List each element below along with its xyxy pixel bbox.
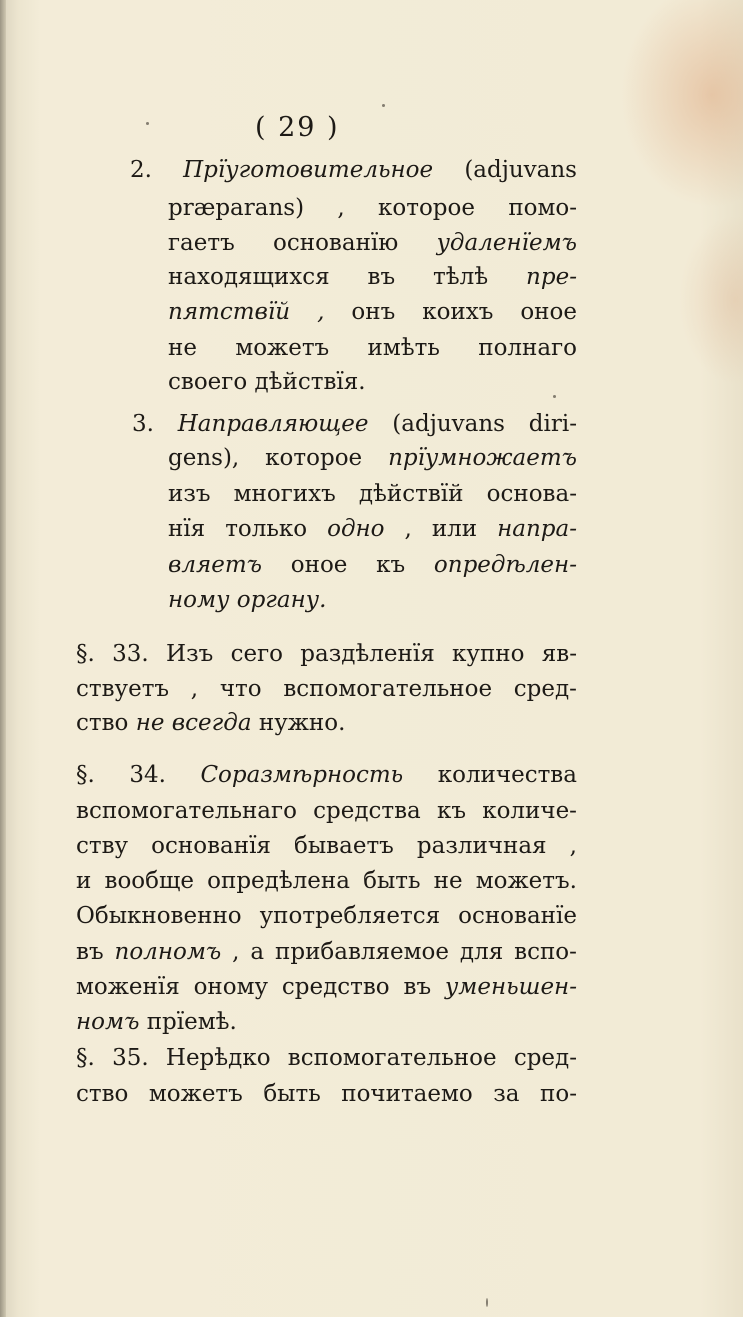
- word: §.: [76, 762, 95, 788]
- word: полнаго: [478, 335, 577, 361]
- text-line: [130, 155, 577, 185]
- word: ,: [337, 195, 345, 221]
- word: и: [76, 868, 92, 894]
- word: дѣйствïй: [358, 481, 464, 507]
- text-run: нужно.: [251, 710, 346, 736]
- word: опредѣлена: [207, 868, 350, 894]
- word: въ: [367, 264, 396, 290]
- word: оное: [290, 552, 348, 578]
- word: основа-: [486, 481, 577, 507]
- word: употребляется: [259, 903, 441, 929]
- page-binding-edge: [0, 0, 6, 1317]
- word: 33.: [112, 641, 149, 667]
- word: а: [250, 939, 265, 965]
- word: къ: [376, 552, 406, 578]
- text-line: [76, 1007, 237, 1037]
- word: основанïе: [458, 903, 577, 929]
- text-line: [76, 1043, 577, 1073]
- italic-word: опредѣлен-: [433, 552, 577, 578]
- text-run: ство: [76, 710, 136, 736]
- word: можетъ: [148, 1081, 243, 1107]
- word: тѣлѣ: [433, 264, 489, 290]
- word: нïя: [168, 516, 206, 542]
- italic-text: номъ: [76, 1009, 140, 1035]
- text-line: [168, 297, 577, 327]
- text-line: [168, 585, 326, 615]
- word: раздѣленïя: [300, 641, 435, 667]
- text-line: [168, 443, 577, 473]
- italic-word: полномъ: [114, 939, 222, 965]
- word: вспомогательнаго: [76, 798, 297, 824]
- word: Нерѣдко: [165, 1045, 271, 1071]
- word: за: [493, 1081, 520, 1107]
- word: быть: [263, 1081, 321, 1107]
- word: прибавляемое: [275, 939, 449, 965]
- italic-word: пре-: [526, 264, 577, 290]
- text-line: [168, 228, 577, 258]
- word: помо-: [508, 195, 577, 221]
- word: находящихся: [168, 264, 330, 290]
- ink-speck: [146, 122, 149, 125]
- word: оному: [193, 974, 269, 1000]
- italic-word: ,: [317, 299, 325, 325]
- word: въ: [76, 939, 104, 965]
- text-line: [168, 367, 366, 397]
- word: основанïю: [273, 230, 399, 256]
- text-line: [76, 831, 577, 861]
- word: вспомогательное: [287, 1045, 497, 1071]
- word: ,: [232, 939, 240, 965]
- word: или: [431, 516, 478, 542]
- word: 34.: [129, 762, 166, 788]
- word: (adjuvans: [392, 411, 505, 437]
- italic-word: уменьшен-: [444, 974, 577, 1000]
- italic-word: напра-: [497, 516, 577, 542]
- text-line: [168, 262, 577, 292]
- word: средство: [281, 974, 390, 1000]
- word: которое: [378, 195, 475, 221]
- word: что: [219, 676, 262, 702]
- text-run: прïемѣ.: [139, 1009, 237, 1035]
- word: сред-: [513, 676, 577, 702]
- word: можетъ.: [475, 868, 577, 894]
- italic-word: прïумножаетъ: [388, 445, 577, 471]
- text-run: своего дѣйствïя.: [168, 369, 366, 395]
- text-line: [76, 866, 577, 896]
- word: бываетъ: [294, 833, 394, 859]
- text-line: [76, 639, 577, 669]
- word: ство: [76, 1081, 129, 1107]
- text-line: [76, 674, 577, 704]
- ink-speck: [553, 395, 556, 398]
- word: моженïя: [76, 974, 180, 1000]
- word: diri-: [528, 411, 577, 437]
- word: 35.: [112, 1045, 149, 1071]
- text-line: [76, 972, 577, 1002]
- text-line: [76, 796, 577, 826]
- word: въ: [403, 974, 432, 1000]
- word: вспо-: [514, 939, 577, 965]
- word: ствуетъ: [76, 676, 170, 702]
- text-line: [168, 333, 577, 363]
- text-line: [76, 760, 577, 790]
- word: вспомогательное: [283, 676, 493, 702]
- italic-word: Соразмѣрность: [200, 762, 404, 788]
- italic-word: Направляющее: [177, 411, 369, 437]
- word: купно: [452, 641, 525, 667]
- word: не: [433, 868, 463, 894]
- italic-word: одно: [327, 516, 385, 542]
- word: можетъ: [235, 335, 330, 361]
- text-line: [76, 708, 345, 738]
- word: только: [225, 516, 308, 542]
- italic-text: ному органу.: [168, 587, 327, 613]
- word: (adjuvans: [464, 157, 577, 183]
- word: средства: [313, 798, 421, 824]
- italic-word: вляетъ: [168, 552, 263, 578]
- word: ,: [569, 833, 577, 859]
- word: имѣть: [367, 335, 440, 361]
- text-line: [168, 479, 577, 509]
- word: основанïя: [151, 833, 271, 859]
- word: яв-: [541, 641, 577, 667]
- ink-speck: [382, 104, 385, 107]
- text-line: [76, 901, 577, 931]
- word: коихъ: [422, 299, 494, 325]
- italic-word: Прïуготовительное: [183, 157, 434, 183]
- word: ,: [404, 516, 412, 542]
- text-line: [132, 409, 577, 439]
- word: 3.: [132, 411, 154, 437]
- page-number: ( 29 ): [255, 112, 340, 143]
- word: gens),: [168, 445, 240, 471]
- word: многихъ: [233, 481, 336, 507]
- word: по-: [540, 1081, 577, 1107]
- word: гаетъ: [168, 230, 235, 256]
- word: сего: [230, 641, 283, 667]
- word: быть: [363, 868, 421, 894]
- ink-speck: [486, 1298, 488, 1307]
- word: оное: [520, 299, 577, 325]
- italic-text: не всегда: [135, 710, 252, 736]
- italic-word: пятствïй: [168, 299, 291, 325]
- text-line: [76, 1079, 577, 1109]
- word: почитаемо: [341, 1081, 473, 1107]
- word: изъ: [168, 481, 211, 507]
- text-line: [76, 937, 577, 967]
- word: количе-: [482, 798, 577, 824]
- italic-word: удаленïемъ: [436, 230, 577, 256]
- word: вообще: [104, 868, 194, 894]
- word: ству: [76, 833, 129, 859]
- word: для: [459, 939, 504, 965]
- word: сред-: [513, 1045, 577, 1071]
- word: Обыкновенно: [76, 903, 242, 929]
- word: §.: [76, 1045, 95, 1071]
- text-line: [168, 514, 577, 544]
- word: ,: [190, 676, 199, 702]
- word: §.: [76, 641, 95, 667]
- text-line: [168, 193, 577, 223]
- word: количества: [437, 762, 577, 788]
- word: præparans): [168, 195, 305, 221]
- word: онъ: [351, 299, 396, 325]
- word: которое: [265, 445, 363, 471]
- text-line: [168, 550, 577, 580]
- word: различная: [416, 833, 547, 859]
- word: Изъ: [166, 641, 214, 667]
- word: 2.: [130, 157, 152, 183]
- word: не: [168, 335, 197, 361]
- word: къ: [436, 798, 466, 824]
